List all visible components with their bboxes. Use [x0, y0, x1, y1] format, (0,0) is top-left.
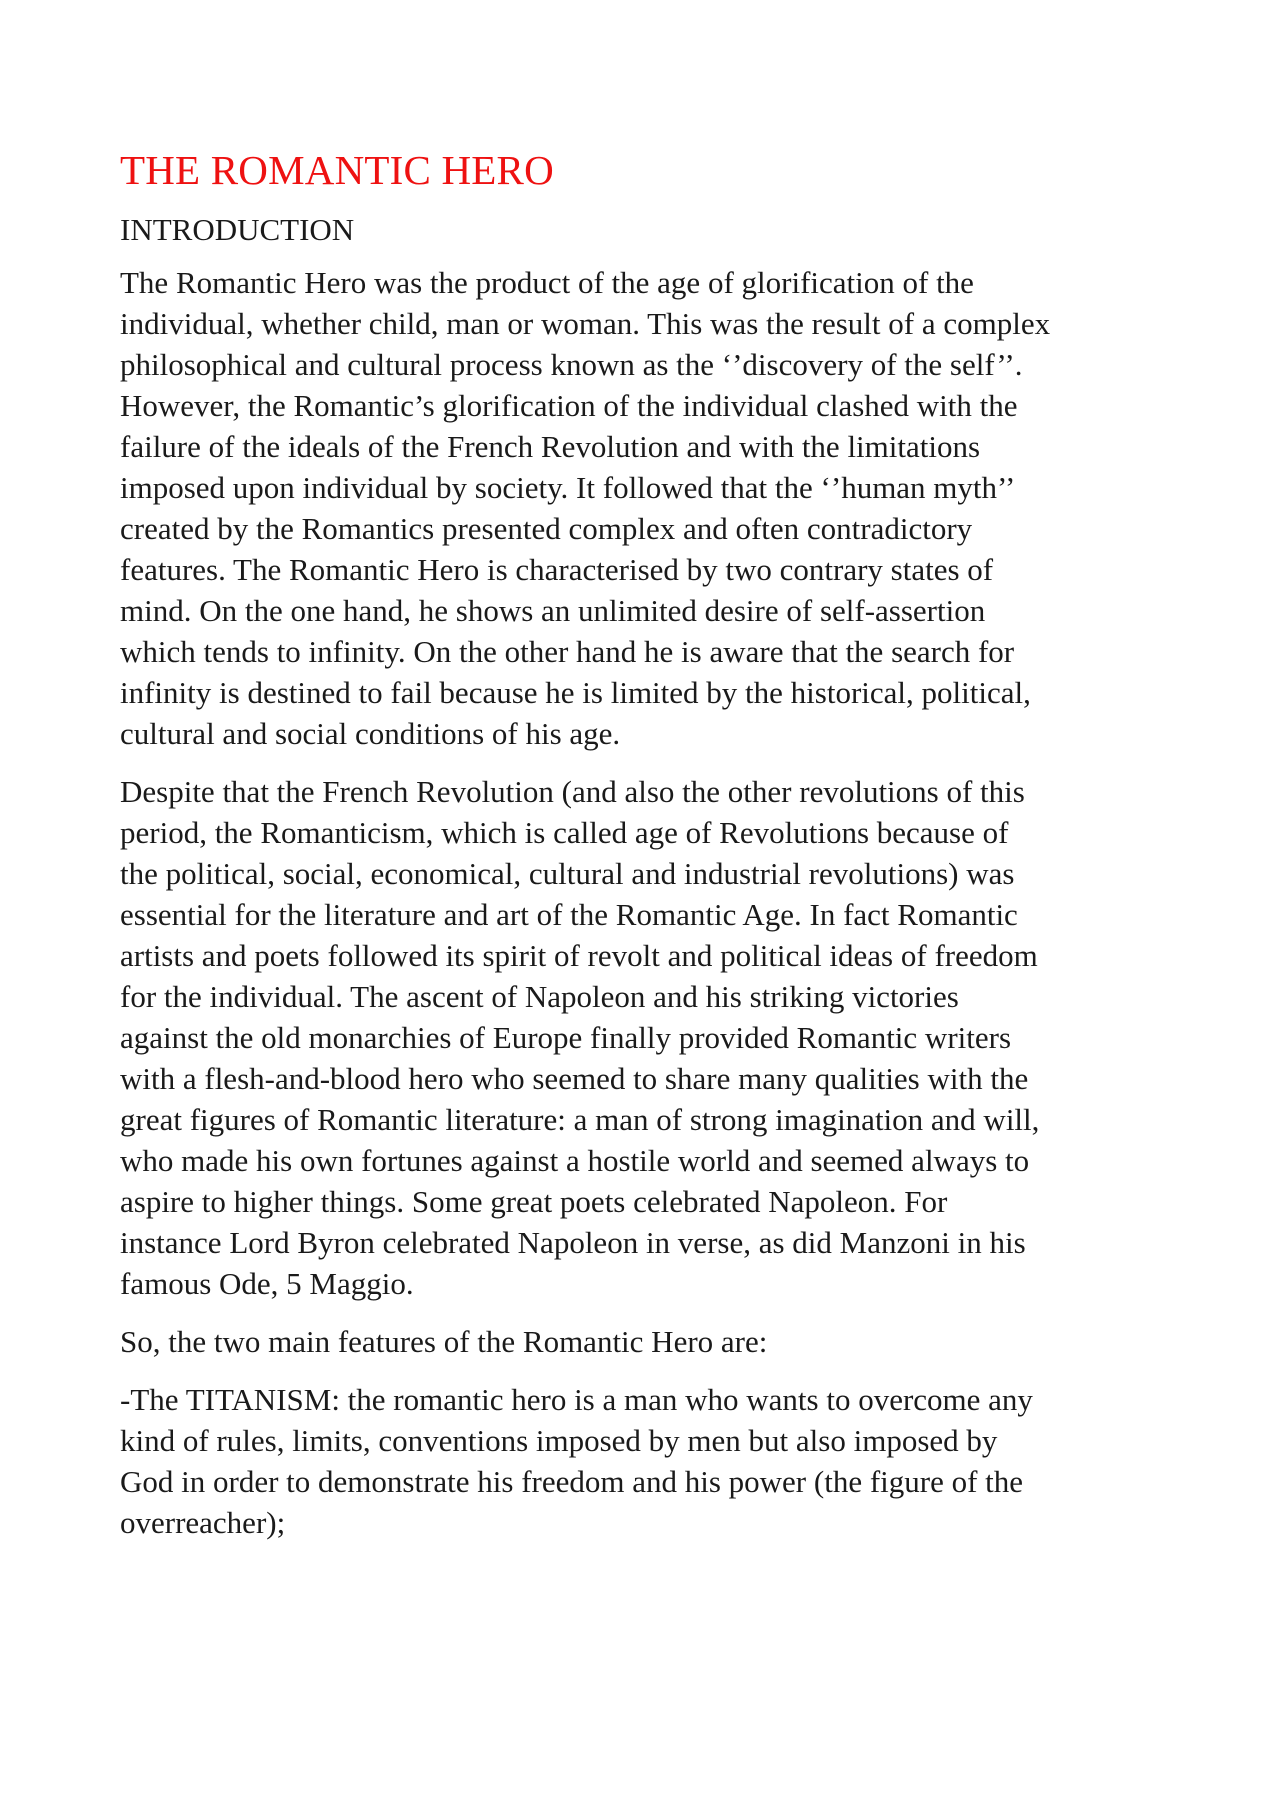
- paragraph-line: instance Lord Byron celebrated Napoleon in verse, as did Manzoni in his: [120, 1225, 1026, 1261]
- paragraph-line: features. The Romantic Hero is characterised by two contrary states of: [120, 552, 994, 588]
- paragraph-line: -The TITANISM: the romantic hero is a man who wants to overcome any: [120, 1382, 1033, 1418]
- paragraph-line: against the old monarchies of Europe finally provided Romantic writers: [120, 1020, 1012, 1056]
- paragraph-line: period, the Romanticism, which is called age of Revolutions because of: [120, 815, 1009, 851]
- paragraph-line: So, the two main features of the Romantic Hero are:: [120, 1324, 768, 1360]
- paragraph-line: overreacher);: [120, 1505, 286, 1541]
- paragraph-line: imposed upon individual by society. It followed that the ‘’human myth’’: [120, 470, 1016, 506]
- paragraph-line: God in order to demonstrate his freedom and his power (the figure of the: [120, 1464, 1024, 1500]
- paragraph-line: great figures of Romantic literature: a man of strong imagination and will,: [120, 1102, 1040, 1138]
- document-page: [120, 146, 1170, 1560]
- paragraph-line: famous Ode, 5 Maggio.: [120, 1266, 414, 1302]
- paragraph-2: [120, 771, 1170, 1304]
- section-heading: INTRODUCTION: [120, 212, 355, 248]
- document-title: THE ROMANTIC HERO: [120, 147, 554, 193]
- paragraph-line: kind of rules, limits, conventions imposed by men but also imposed by: [120, 1423, 998, 1459]
- paragraph-line: failure of the ideals of the French Revolution and with the limitations: [120, 429, 981, 465]
- paragraph-line: the political, social, economical, cultural and industrial revolutions) was: [120, 856, 1015, 892]
- paragraph-line: essential for the literature and art of the Romantic Age. In fact Romantic: [120, 897, 1018, 933]
- paragraph-3: [120, 1321, 1170, 1362]
- paragraph-line: infinity is destined to fail because he is limited by the historical, political,: [120, 675, 1031, 711]
- paragraph-line: The Romantic Hero was the product of the age of glorification of the: [120, 265, 974, 301]
- paragraph-line: for the individual. The ascent of Napoleon and his striking victories: [120, 979, 959, 1015]
- paragraph-line: philosophical and cultural process known as the ‘’discovery of the self’’.: [120, 347, 1023, 383]
- paragraph-line: mind. On the one hand, he shows an unlimited desire of self-assertion: [120, 593, 986, 629]
- paragraph-1: [120, 262, 1170, 754]
- paragraph-line: who made his own fortunes against a hostile world and seemed always to: [120, 1143, 1030, 1179]
- paragraph-line: individual, whether child, man or woman. This was the result of a complex: [120, 306, 1051, 342]
- paragraph-line: with a flesh-and-blood hero who seemed to share many qualities with the: [120, 1061, 1029, 1097]
- paragraph-line: which tends to infinity. On the other hand he is aware that the search for: [120, 634, 1015, 670]
- paragraph-line: However, the Romantic’s glorification of the individual clashed with the: [120, 388, 1018, 424]
- paragraph-line: Despite that the French Revolution (and also the other revolutions of this: [120, 774, 1025, 810]
- paragraph-line: artists and poets followed its spirit of revolt and political ideas of freedom: [120, 938, 1038, 974]
- paragraph-4: [120, 1379, 1170, 1543]
- paragraph-line: created by the Romantics presented complex and often contradictory: [120, 511, 973, 547]
- paragraph-line: aspire to higher things. Some great poets celebrated Napoleon. For: [120, 1184, 948, 1220]
- paragraph-line: cultural and social conditions of his age.: [120, 716, 621, 752]
